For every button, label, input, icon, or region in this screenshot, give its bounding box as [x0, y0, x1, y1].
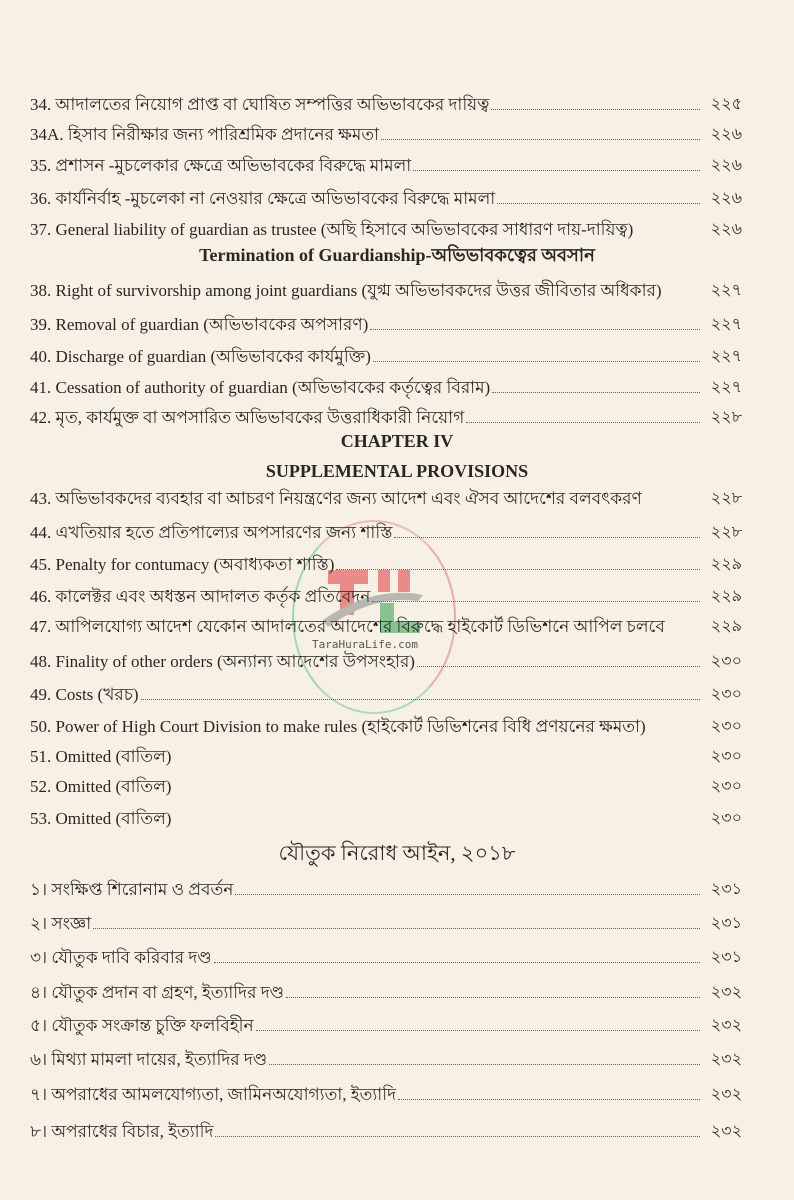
- dot-leader: [373, 360, 700, 362]
- toc-entry: [30, 1121, 742, 1143]
- toc-entry-page: ২৩০: [710, 653, 742, 670]
- toc-entry: [30, 808, 742, 830]
- toc-entry-title: 41. Cessation of authority of guardian (অভিভাবকের কর্তৃত্বের বিরাম): [30, 378, 491, 397]
- chapter-heading: CHAPTER IV: [340, 431, 454, 451]
- toc-entry-title: 34. আদালতের নিয়োগ প্রাপ্ত বা ঘোষিত সম্পত্তির অভিভাবকের দায়িত্ব: [30, 95, 490, 114]
- toc-entry-title: 50. Power of High Court Division to make rules (হাইকোর্ট ডিভিশনের বিধি প্রণয়নের ক্ষমতা): [30, 717, 646, 736]
- toc-entry: [30, 219, 742, 241]
- dot-leader: [256, 1029, 700, 1031]
- toc-entry-page: ২৩২: [710, 1051, 742, 1068]
- toc-entry-title: 47. আপিলযোগ্য আদেশ যেকোন আদালতের আদেশের বিরুদ্ধে হাইকোর্ট ডিভিশনে আপিল চলবে: [30, 617, 665, 636]
- toc-entry-page: ২২৬: [710, 221, 742, 238]
- dot-leader: [269, 1063, 700, 1065]
- dot-leader: [336, 568, 700, 570]
- toc-entry-page: ২২৭: [710, 316, 742, 333]
- toc-entry-title: ৪। যৌতুক প্রদান বা গ্রহণ, ইত্যাদির দণ্ড: [30, 983, 285, 1002]
- chapter-subheading: SUPPLEMENTAL PROVISIONS: [265, 461, 529, 481]
- toc-entry: [30, 124, 742, 146]
- toc-entry-title: 44. এখতিয়ার হতে প্রতিপাল্যের অপসারণের জন্য শাস্তি: [30, 523, 393, 542]
- toc-entry-page: ২৩০: [710, 718, 742, 735]
- toc-entry-title: 46. কালেক্টর এবং অধস্তন আদালত কর্তৃক প্রতিবেদন: [30, 587, 371, 606]
- toc-entry: [30, 982, 742, 1004]
- toc-entry-title: 36. কার্যনির্বাহ -মুচলেকা না নেওয়ার ক্ষেত্রে অভিভাবকের বিরুদ্ধে মামলা: [30, 189, 496, 208]
- toc-entry-page: ২৩২: [710, 984, 742, 1001]
- toc-entry: [30, 947, 742, 969]
- toc-entry: [30, 616, 742, 638]
- toc-entry-page: ২২৯: [710, 618, 742, 635]
- toc-entry: [30, 1049, 742, 1071]
- toc-entry-page: ২২৫: [710, 96, 742, 113]
- dot-leader: [372, 600, 700, 602]
- toc-entry-title: ৭। অপরাধের আমলযোগ্যতা, জামিনঅযোগ্যতা, ইত্যাদি: [30, 1085, 397, 1104]
- toc-entry-title: 35. প্রশাসন -মুচলেকার ক্ষেত্রে অভিভাবকের বিরুদ্ধে মামলা: [30, 156, 412, 175]
- toc-entry-page: ২৩০: [710, 810, 742, 827]
- toc-entry-page: ২২৬: [710, 126, 742, 143]
- section-heading-termination: Termination of Guardianship-অভিভাবকত্বের অবসান: [199, 245, 595, 265]
- dot-leader: [141, 698, 700, 700]
- toc-entry-page: ২২৭: [710, 282, 742, 299]
- dot-leader: [214, 961, 700, 963]
- toc-entry-page: ২২৭: [710, 348, 742, 365]
- toc-entry: [30, 554, 742, 576]
- toc-entry-title: 43. অভিভাবকদের ব্যবহার বা আচরণ নিয়ন্ত্রণের জন্য আদেশ এবং ঐসব আদেশের বলবৎকরণ: [30, 489, 642, 508]
- act-title: যৌতুক নিরোধ আইন, ২০১৮: [278, 841, 516, 865]
- toc-entry-title: 37. General liability of guardian as trustee (অছি হিসাবে অভিভাবকের সাধারণ দায়-দায়িত্ব): [30, 220, 634, 239]
- toc-entry: [30, 684, 742, 706]
- toc-entry-title: ৩। যৌতুক দাবি করিবার দণ্ড: [30, 948, 212, 967]
- toc-entry-page: ২২৮: [710, 524, 742, 541]
- toc-entry: [30, 407, 742, 429]
- toc-entry: [30, 586, 742, 608]
- toc-entry: [30, 488, 742, 510]
- dot-leader: [235, 893, 700, 895]
- toc-entry-page: ২৩২: [710, 1123, 742, 1140]
- toc-entry-title: ১। সংক্ষিপ্ত শিরোনাম ও প্রবর্তন: [30, 880, 234, 899]
- toc-entry: [30, 913, 742, 935]
- toc-entry: [30, 155, 742, 177]
- dot-leader: [394, 536, 700, 538]
- toc-entry-title: 38. Right of survivorship among joint guardians (যুগ্ম অভিভাবকদের উত্তর জীবিতার অধিকার): [30, 281, 662, 300]
- toc-entry-page: ২৩২: [710, 1017, 742, 1034]
- toc-entry-title: 40. Discharge of guardian (অভিভাবকের কার্যমুক্তি): [30, 347, 371, 366]
- toc-entry: [30, 879, 742, 901]
- dot-leader: [417, 665, 700, 667]
- toc-entry-page: ২৩০: [710, 778, 742, 795]
- toc-entry-title: 45. Penalty for contumacy (অবাধ্যকতা শাস্তি): [30, 555, 335, 574]
- dot-leader: [466, 421, 700, 423]
- toc-entry-page: ২৩১: [710, 915, 742, 932]
- toc-entry-page: ২৩১: [710, 881, 742, 898]
- toc-entry-title: ৬। মিথ্যা মামলা দায়ের, ইত্যাদির দণ্ড: [30, 1050, 268, 1069]
- toc-entry-page: ২২৬: [710, 190, 742, 207]
- toc-entry-title: ২। সংজ্ঞা: [30, 914, 92, 933]
- toc-entry-title: 39. Removal of guardian (অভিভাবকের অপসারণ): [30, 315, 369, 334]
- toc-entry: [30, 280, 742, 302]
- dot-leader: [370, 328, 700, 330]
- dot-leader: [491, 108, 700, 110]
- toc-entry-title: 51. Omitted (বাতিল): [30, 747, 172, 766]
- toc-entry-title: 53. Omitted (বাতিল): [30, 809, 172, 828]
- toc-entry: [30, 522, 742, 544]
- toc-entry-page: ২২৭: [710, 379, 742, 396]
- toc-entry-title: 48. Finality of other orders (অন্যান্য আদেশের উপসংহার): [30, 652, 415, 671]
- toc-entry-title: 34A. হিসাব নিরীক্ষার জন্য পারিশ্রমিক প্রদানের ক্ষমতা: [30, 125, 380, 144]
- toc-entry-page: ২৩০: [710, 686, 742, 703]
- dot-leader: [413, 169, 700, 171]
- toc-entry-title: 52. Omitted (বাতিল): [30, 777, 172, 796]
- toc-entry-page: ২২৮: [710, 490, 742, 507]
- toc-entry-page: ২২৯: [710, 588, 742, 605]
- toc-entry-title: 49. Costs (খরচ): [30, 685, 139, 704]
- toc-entry-title: 42. মৃত, কার্যমুক্ত বা অপসারিত অভিভাবকের উত্তরাধিকারী নিয়োগ: [30, 408, 465, 427]
- toc-entry-page: ২২৬: [710, 157, 742, 174]
- watermark-text: TaraHuraLife.com: [312, 638, 418, 651]
- toc-entry: [30, 188, 742, 210]
- dot-leader: [215, 1135, 700, 1137]
- toc-entry-page: ২৩০: [710, 748, 742, 765]
- toc-entry-page: ২৩১: [710, 949, 742, 966]
- toc-entry-page: ২২৯: [710, 556, 742, 573]
- toc-entry: [30, 716, 742, 738]
- toc-entry: [30, 1084, 742, 1106]
- dot-leader: [286, 996, 700, 998]
- toc-entry-page: ২২৮: [710, 409, 742, 426]
- toc-entry: [30, 94, 742, 116]
- toc-entry: [30, 314, 742, 336]
- toc-entry: [30, 746, 742, 768]
- dot-leader: [93, 927, 700, 929]
- dot-leader: [398, 1098, 700, 1100]
- dot-leader: [381, 138, 700, 140]
- dot-leader: [492, 391, 700, 393]
- toc-entry-page: ২৩২: [710, 1086, 742, 1103]
- toc-entry-title: ৫। যৌতুক সংক্রান্ত চুক্তি ফলবিহীন: [30, 1016, 254, 1035]
- toc-entry: [30, 377, 742, 399]
- toc-entry: [30, 776, 742, 798]
- toc-entry: [30, 651, 742, 673]
- toc-entry: [30, 1015, 742, 1037]
- toc-entry: [30, 346, 742, 368]
- dot-leader: [497, 202, 700, 204]
- toc-entry-title: ৮। অপরাধের বিচার, ইত্যাদি: [30, 1122, 214, 1141]
